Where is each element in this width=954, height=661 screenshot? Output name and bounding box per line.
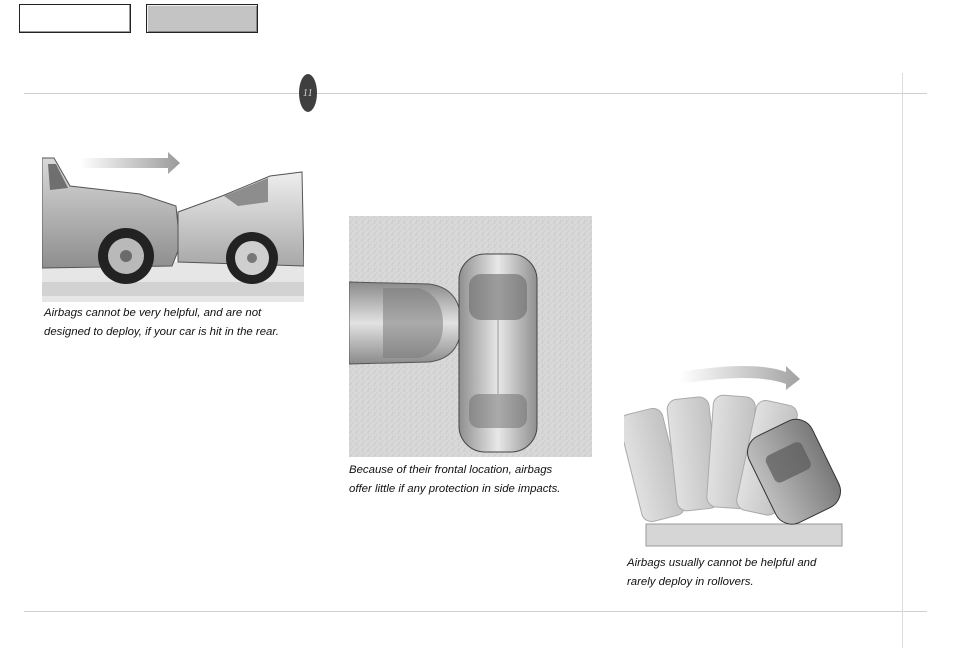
side-impact-caption bbox=[349, 461, 560, 499]
rollover-illustration bbox=[624, 364, 846, 554]
page-number-badge bbox=[299, 74, 317, 112]
rear-impact-illustration bbox=[42, 150, 304, 302]
caption-line: Because of their frontal location, airbags bbox=[349, 464, 553, 476]
caption-line: designed to deploy, if your car is hit in the rear. bbox=[44, 326, 279, 338]
nav-button-1[interactable] bbox=[19, 4, 131, 33]
caption-line: Airbags usually cannot be helpful and bbox=[627, 557, 817, 569]
side-impact-illustration bbox=[349, 216, 592, 457]
rear-impact-caption bbox=[44, 304, 279, 342]
right-rule bbox=[902, 73, 903, 648]
caption-line: rarely deploy in rollovers. bbox=[627, 576, 754, 588]
top-rule bbox=[24, 93, 927, 94]
caption-line: offer little if any protection in side impacts. bbox=[349, 483, 561, 495]
nav-button-2[interactable] bbox=[146, 4, 258, 33]
rollover-caption bbox=[627, 554, 816, 592]
bottom-rule bbox=[24, 611, 927, 612]
caption-line: Airbags cannot be very helpful, and are not bbox=[44, 307, 262, 319]
page-number: 11 bbox=[302, 87, 314, 99]
